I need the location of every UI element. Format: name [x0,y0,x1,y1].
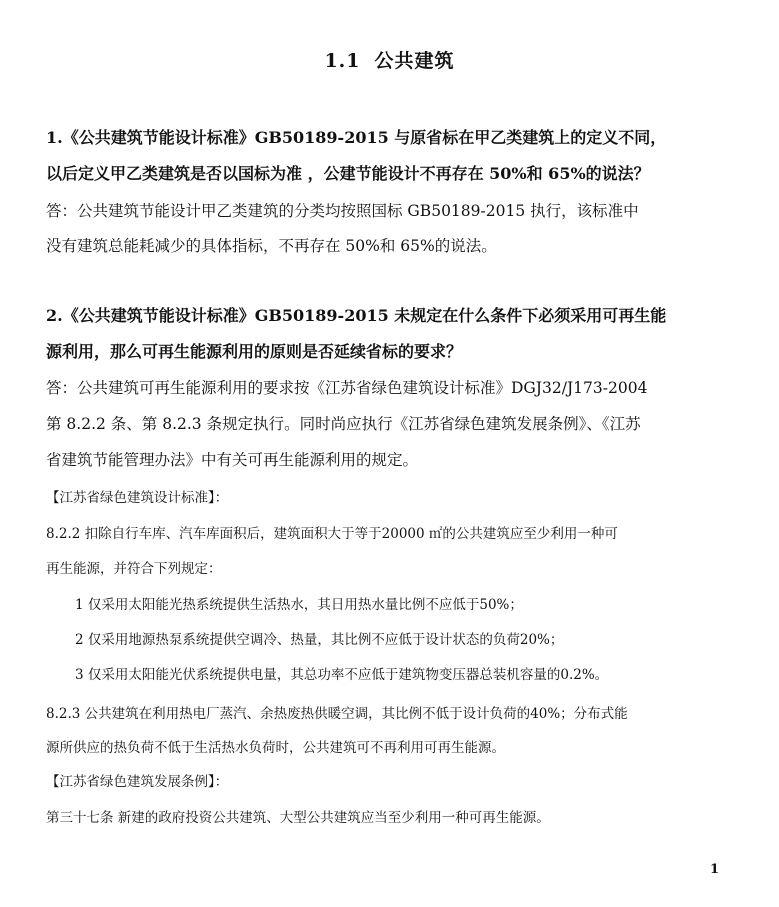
regulation-article-37: 第三十七条 新建的政府投资公共建筑、大型公共建筑应当至少利用一种可再生能源。 [46,810,550,826]
answer-2-line-1: 答：公共建筑可再生能源利用的要求按《江苏省绿色建筑设计标准》DGJ32/J173-2004 [46,379,648,397]
page-number: 1 [709,862,719,877]
regulation-heading: 【江苏省绿色建筑发展条例】： [46,774,229,790]
answer-2-line-2: 第 8.2.2 条、第 8.2.3 条规定执行。同时尚应执行《江苏省绿色建筑发展条例》、《江苏 [46,415,641,433]
answer-1-line-2: 没有建筑总能耗减少的具体指标，不再存在 50%和 65%的说法。 [46,237,497,255]
section-number: 1.1 [324,50,361,72]
question-1-line-1: 1.《公共建筑节能设计标准》GB50189-2015 与原省标在甲乙类建筑上的定义不同， [46,128,667,147]
clause-823-line-2: 源所供应的热负荷不低于生活热水负荷时，公共建筑可不再利用可再生能源。 [46,740,505,756]
clause-823-line-1: 8.2.3 公共建筑在利用热电厂蒸汽、余热废热供暖空调，其比例不低于设计负荷的40%；分布式能 [46,706,628,722]
answer-1-line-1: 答：公共建筑节能设计甲乙类建筑的分类均按照国标 GB50189-2015 执行，该标准中 [46,202,639,220]
clause-822-item-3: 3 仅采用太阳能光伏系统提供电量，其总功率不应低于建筑物变压器总装机容量的0.2%。 [75,667,609,683]
question-2-line-1: 2.《公共建筑节能设计标准》GB50189-2015 未规定在什么条件下必须采用可再生能 [46,306,667,325]
section-title [0,46,779,73]
answer-2-line-3: 省建筑节能管理办法》中有关可再生能源利用的规定。 [46,451,419,469]
clause-822-line-2: 再生能源，并符合下列规定： [46,561,222,577]
question-1-line-2: 以后定义甲乙类建筑是否以国标为准 ，公建节能设计不再存在 50%和 65%的说法？ [46,164,650,183]
clause-822-line-1: 8.2.2 扣除自行车库、汽车库面积后，建筑面积大于等于20000 ㎡的公共建筑应至少利用一种可 [46,526,618,542]
question-2-line-2: 源利用，那么可再生能源利用的原则是否延续省标的要求？ [46,342,463,361]
standard-heading: 【江苏省绿色建筑设计标准】： [46,490,229,506]
clause-822-item-1: 1 仅采用太阳能光热系统提供生活热水，其日用热水量比例不应低于50%； [75,597,523,613]
section-title-text: 公共建筑 [374,50,455,72]
clause-822-item-2: 2 仅采用地源热泵系统提供空调冷、热量，其比例不应低于设计状态的负荷20%； [75,632,564,648]
